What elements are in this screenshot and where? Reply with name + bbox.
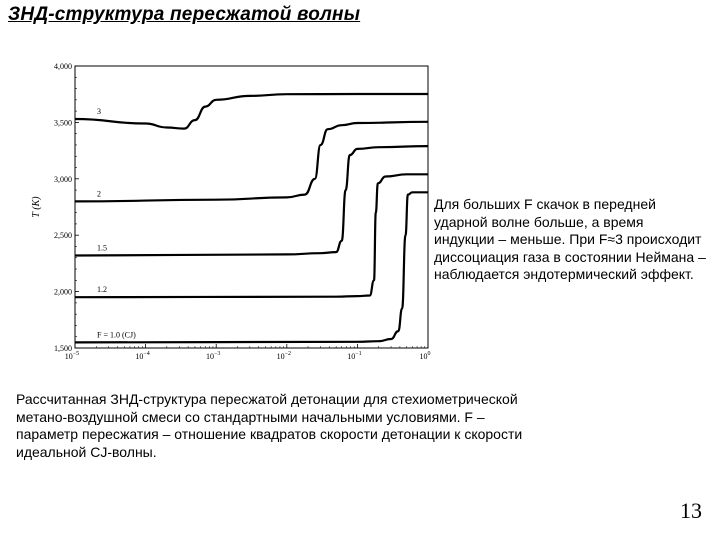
y-axis-label-group [31, 196, 42, 218]
series-label-1: 2 [97, 189, 101, 199]
plot-frame [75, 66, 428, 348]
y-tick-label: 1,500 [54, 344, 72, 353]
y-axis-label: T (K) [31, 196, 42, 218]
series-line-3 [75, 174, 428, 297]
x-tick-label: $10^{-5}$ [64, 351, 80, 361]
x-tick-label: $10^{-4}$ [135, 351, 150, 361]
temperature-chart [30, 58, 435, 363]
x-tick-label: $10^{-2}$ [276, 351, 291, 361]
tick-group [54, 62, 431, 361]
x-tick-label: $10^0$ [419, 351, 431, 361]
series-group [75, 94, 428, 342]
description-text: Для больших F скачок в передней ударной волне больше, а время индукции – меньше. При F≈3 происходит диссоциация газа в состоянии Неймана – наблюдается эндотермический эффект. [434, 196, 706, 282]
series-label-3: 1.2 [97, 285, 107, 295]
y-tick-label: 4,000 [54, 62, 72, 71]
y-tick-label: 3,000 [54, 174, 72, 184]
y-tick-label: 2,000 [54, 287, 72, 297]
series-label-0: 3 [97, 107, 101, 117]
slide-title: ЗНД-структура пересжатой волны [8, 4, 361, 25]
x-tick-label: $10^{-1}$ [347, 351, 362, 361]
x-tick-label: $10^{-3}$ [206, 351, 221, 361]
series-line-1 [75, 122, 428, 202]
figure-caption: Рассчитанная ЗНД-структура пересжатой детонации для стехиометрической метано-воздушной смеси со стандартными начальными условиями. F – параметр пересжатия – отношение квадратов скорости детонации к скорости идеальной CJ-волны. [16, 391, 523, 460]
page-number: 13 [680, 498, 702, 523]
y-tick-label: 2,500 [54, 231, 72, 241]
y-tick-label: 3,500 [54, 118, 72, 128]
series-labels-group [97, 107, 136, 339]
series-label-2: 1.5 [97, 243, 107, 253]
series-label-4: F = 1.0 (CJ) [97, 330, 136, 340]
